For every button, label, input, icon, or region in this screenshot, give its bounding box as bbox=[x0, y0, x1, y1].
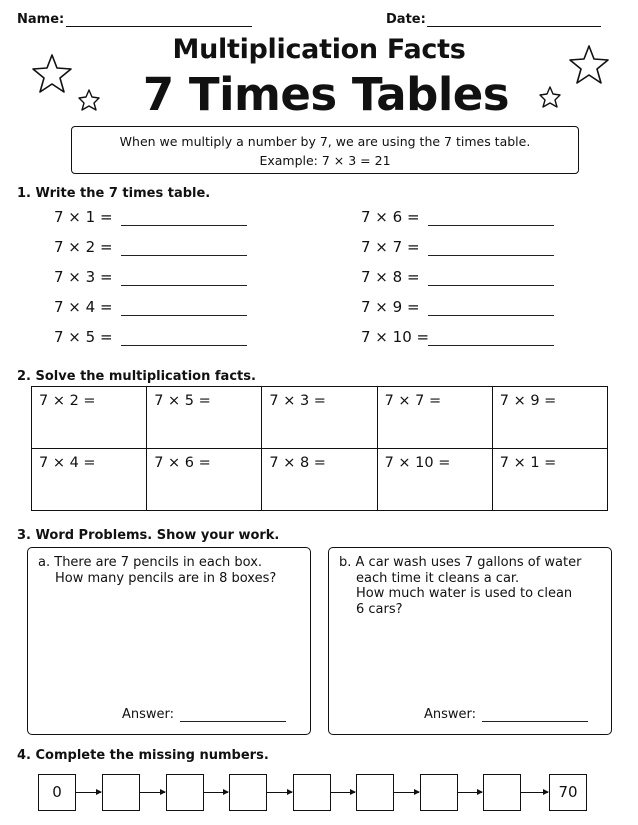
answer-line[interactable] bbox=[428, 345, 554, 346]
problem-line: How many pencils are in 8 boxes? bbox=[55, 570, 277, 586]
fact-label: 7 × 9 = bbox=[361, 298, 420, 316]
fact-label: 7 × 10 = bbox=[361, 328, 430, 346]
answer-line[interactable] bbox=[428, 255, 554, 256]
chain-blank-box[interactable] bbox=[420, 774, 458, 811]
word-problem-a bbox=[27, 547, 311, 735]
answer-line[interactable] bbox=[428, 225, 554, 226]
problem-line: each time it cleans a car. bbox=[356, 570, 520, 586]
fact-label: 7 × 8 = bbox=[361, 268, 420, 286]
answer-line[interactable] bbox=[121, 285, 247, 286]
section-3-heading: 3. Word Problems. Show your work. bbox=[17, 528, 280, 543]
chain-blank-box[interactable] bbox=[166, 774, 204, 811]
chain-blank-box[interactable] bbox=[483, 774, 521, 811]
problem-line: How much water is used to clean bbox=[356, 586, 573, 601]
intro-text: When we multiply a number by 7, we are using the 7 times table. bbox=[119, 134, 531, 149]
star-icon bbox=[77, 89, 101, 112]
problem-line: There are 7 pencils in each box. bbox=[54, 555, 263, 570]
fact-label: 7 × 6 = bbox=[361, 208, 420, 226]
arrow-right-icon bbox=[204, 792, 228, 793]
grid-cell[interactable]: 7 × 1 = bbox=[492, 449, 607, 511]
date-label: Date: bbox=[386, 12, 426, 27]
problem-a-text bbox=[38, 555, 276, 586]
intro-example: Example: 7 × 3 = 21 bbox=[259, 153, 391, 168]
fact-label: 7 × 3 = bbox=[54, 268, 113, 286]
section-2-heading: 2. Solve the multiplication facts. bbox=[17, 369, 256, 384]
worksheet-subtitle: Multiplication Facts bbox=[172, 34, 466, 65]
chain-number-box: 0 bbox=[38, 774, 76, 811]
answer-row bbox=[424, 707, 588, 722]
fact-label: 7 × 7 = bbox=[361, 238, 420, 256]
answer-line[interactable] bbox=[121, 225, 247, 226]
arrow-right-icon bbox=[458, 792, 482, 793]
grid-row bbox=[32, 387, 608, 449]
fact-label: 7 × 4 = bbox=[54, 298, 113, 316]
star-icon bbox=[538, 86, 562, 109]
date-field[interactable] bbox=[427, 26, 601, 27]
grid-cell[interactable]: 7 × 2 = bbox=[32, 387, 147, 449]
grid-cell[interactable]: 7 × 5 = bbox=[147, 387, 262, 449]
grid-cell[interactable]: 7 × 10 = bbox=[377, 449, 492, 511]
problem-line: 6 cars? bbox=[356, 601, 403, 617]
section-1-heading: 1. Write the 7 times table. bbox=[17, 186, 211, 201]
word-problem-b bbox=[328, 547, 612, 735]
problem-line: A car wash uses 7 gallons of water bbox=[355, 555, 582, 570]
problem-letter: a. bbox=[38, 555, 51, 570]
answer-row bbox=[122, 707, 286, 722]
problem-letter: b. bbox=[339, 555, 352, 570]
arrow-right-icon bbox=[267, 792, 292, 793]
chain-blank-box[interactable] bbox=[102, 774, 140, 811]
grid-cell[interactable]: 7 × 7 = bbox=[377, 387, 492, 449]
section-4-heading: 4. Complete the missing numbers. bbox=[17, 748, 269, 763]
name-label: Name: bbox=[17, 12, 65, 27]
answer-line[interactable] bbox=[428, 315, 554, 316]
answer-line[interactable] bbox=[121, 315, 247, 316]
facts-grid bbox=[31, 386, 608, 511]
arrow-right-icon bbox=[76, 792, 101, 793]
intro-box bbox=[71, 126, 579, 174]
grid-cell[interactable]: 7 × 9 = bbox=[492, 387, 607, 449]
chain-number-box: 70 bbox=[549, 774, 587, 811]
arrow-right-icon bbox=[140, 792, 165, 793]
grid-cell[interactable]: 7 × 8 = bbox=[262, 449, 377, 511]
chain-blank-box[interactable] bbox=[356, 774, 394, 811]
answer-line[interactable] bbox=[121, 255, 247, 256]
arrow-right-icon bbox=[394, 792, 419, 793]
answer-label: Answer: bbox=[424, 707, 477, 722]
worksheet-title: 7 Times Tables bbox=[142, 68, 510, 121]
problem-b-text bbox=[339, 555, 581, 617]
arrow-right-icon bbox=[331, 792, 355, 793]
fact-label: 7 × 2 = bbox=[54, 238, 113, 256]
fact-label: 7 × 1 = bbox=[54, 208, 113, 226]
grid-cell[interactable]: 7 × 3 = bbox=[262, 387, 377, 449]
answer-label: Answer: bbox=[122, 707, 175, 722]
answer-field[interactable] bbox=[180, 720, 286, 722]
answer-line[interactable] bbox=[428, 285, 554, 286]
fact-label: 7 × 5 = bbox=[54, 328, 113, 346]
answer-field[interactable] bbox=[482, 720, 588, 722]
star-icon bbox=[567, 44, 611, 86]
name-field[interactable] bbox=[66, 26, 252, 27]
grid-cell[interactable]: 7 × 4 = bbox=[32, 449, 147, 511]
chain-blank-box[interactable] bbox=[229, 774, 267, 811]
star-icon bbox=[30, 53, 74, 95]
grid-row bbox=[32, 449, 608, 511]
chain-blank-box[interactable] bbox=[293, 774, 331, 811]
grid-cell[interactable]: 7 × 6 = bbox=[147, 449, 262, 511]
arrow-right-icon bbox=[521, 792, 548, 793]
answer-line[interactable] bbox=[121, 345, 247, 346]
